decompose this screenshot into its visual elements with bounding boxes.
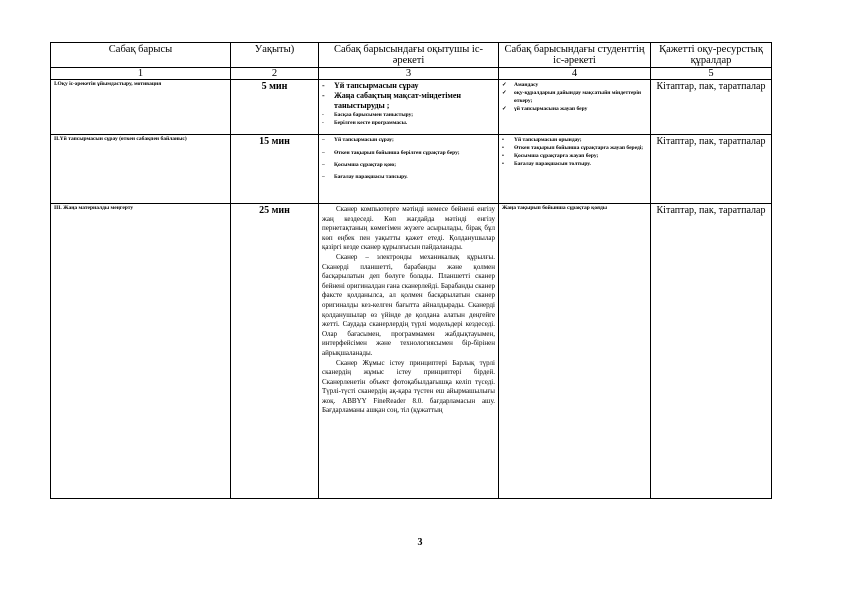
header-stage: Сабақ барысы <box>51 43 231 68</box>
dash-marker: – <box>322 137 325 143</box>
stage-cell: ІІ.Үй тапсырмасын сұрау (өткен сабақпен байланыс) <box>51 135 231 204</box>
list-item <box>502 136 647 144</box>
list-item-text: Бағалау парақшасы тапсыру. <box>334 174 408 180</box>
column-number-row <box>51 68 772 80</box>
col-number: 2 <box>231 68 319 80</box>
list-item <box>322 136 495 144</box>
time-cell: 5 мин <box>231 80 319 135</box>
time-cell: 25 мин <box>231 204 319 499</box>
resources-cell: Кітаптар, пак, таратпалар <box>651 204 772 499</box>
list-item-text: оқу-құралдарын дайындау мақсатыйн міндеттерін өткеру; <box>514 90 642 104</box>
resources-cell: Кітаптар, пак, таратпалар <box>651 135 772 204</box>
list-item-text: Үй тапсырмасын орындау; <box>514 137 582 143</box>
teacher-cell <box>319 204 499 499</box>
list-item-text: Өткен тақырып бойынша берілген сұрақтар беру; <box>334 150 460 156</box>
stage-cell: ІІІ. Жаңа материалды меңгерту <box>51 204 231 499</box>
col-number: 4 <box>499 68 651 80</box>
dash-marker: - <box>322 81 325 90</box>
resources-cell: Кітаптар, пак, таратпалар <box>651 80 772 135</box>
bullet-icon: • <box>502 145 504 151</box>
header-row <box>51 43 772 68</box>
list-item-text: Қосымша сұрақтарға жауап беру; <box>514 153 599 159</box>
col-number: 3 <box>319 68 499 80</box>
header-time: Уақыты) <box>231 43 319 68</box>
list-item-text: Үй тапсырмасын сұрау <box>334 81 419 90</box>
list-item <box>322 149 495 157</box>
list-item <box>322 111 495 119</box>
list-item <box>502 105 647 113</box>
teacher-cell <box>319 80 499 135</box>
bullet-icon: • <box>502 161 504 167</box>
page-number: 3 <box>417 537 423 548</box>
check-icon: ✓ <box>502 106 507 112</box>
list-item <box>502 152 647 160</box>
list-item <box>502 89 647 105</box>
bullet-icon: • <box>502 137 504 143</box>
list-item <box>502 81 647 89</box>
list-item <box>322 161 495 169</box>
list-item-text: Жаңа сабақтың мақсат-міндетімен таныстыруды ; <box>334 91 462 110</box>
student-cell: Жаңа тақырып бойынша сұрақтар қояды <box>499 204 651 499</box>
dash-marker: - <box>322 91 325 100</box>
check-icon: ✓ <box>502 82 507 88</box>
header-student: Сабақ барысындағы студенттің іс-әрекеті <box>499 43 651 68</box>
lesson-plan-table <box>50 42 772 499</box>
list-item-text: Өткен тақырып бойынша сұрақтарға жауап береді; <box>514 145 644 151</box>
student-cell <box>499 135 651 204</box>
col-number: 1 <box>51 68 231 80</box>
paragraph: Сканер компьютерге мәтінді немесе бейнені енгізу жаң кездеседі. Көп жағдайда мәтінді енгізу пернетақтаның көмегімен жүзеге асырылады, бірақ бұл көп еңбек пен уақытты қажет етеді. Қолданушылар қазіргі кезде сканер құрылғысын пайдаланады. <box>322 205 495 252</box>
list-item-text: Бағалау парақшасын толтыру. <box>514 161 591 167</box>
list-item <box>502 144 647 152</box>
list-item <box>322 81 495 91</box>
table-row <box>51 135 772 204</box>
dash-marker: – <box>322 150 325 156</box>
table-row <box>51 80 772 135</box>
header-resources: Қажетті оқу-ресурстық құралдар <box>651 43 772 68</box>
list-item <box>322 91 495 111</box>
teacher-cell <box>319 135 499 204</box>
list-item <box>322 119 495 127</box>
header-teacher: Сабақ барысындағы оқытушы іс-әрекеті <box>319 43 499 68</box>
dash-marker: – <box>322 174 325 180</box>
check-icon: ✓ <box>502 90 507 96</box>
list-item <box>322 173 495 181</box>
col-number: 5 <box>651 68 772 80</box>
list-item-text: үй тапсырмасына жауап беру <box>514 106 588 112</box>
dash-marker: - <box>322 112 324 118</box>
list-item-text: Үй тапсырмасын сұрау; <box>334 137 394 143</box>
list-item-text: Қосымша сұрақтар қою; <box>334 162 397 168</box>
list-item-text: Басқаа барысымен таныстыру; <box>334 112 414 118</box>
dash-marker: – <box>322 162 325 168</box>
paragraph: Сканер Жұмыс істеу принциптері Барлық түрлі сканердің жұмыс істеу принциптері бірдей. Сканерленетін объект фотоқабылдағышқа келіп түседі. Түрлі-түсті сканердің ақ-қара түстен еш айырмашылығы жоқ. ABBYY FineReader 8.0. бағдарламасын ашу. Бағдарламаны ашқан соң, тіл (құжаттың <box>322 358 495 415</box>
student-cell <box>499 80 651 135</box>
paragraph: Сканер – электронды механикалық құрылғы. Сканерді планшетті, барабанды және қолмен басқарылатын деп бөлуге болады. Планшетті сканер бейнені оригиналдан ғана сканерлейді. Барабанды сканер факсте қолданылса, ал қолмен басқарылатын сканер оригиналды кез-келген бағытта айналдырады. Сканерді қолданушылар өз үйінде де қолдана алатын деңгейге жетті. Саудада сканерлердің түрлі модельдері кездеседі. Олар бағасымен, программамен жабдықтауымен, интерфейсімен және технологиясымен бір-бірінен айрықшаланады. <box>322 252 495 357</box>
list-item-text: Берілген кесте программасы. <box>334 120 408 126</box>
dash-marker: - <box>322 120 324 126</box>
time-cell: 15 мин <box>231 135 319 204</box>
stage-cell: І.Оқу іс-әрекетін ұйымдастыру, мотивация <box>51 80 231 135</box>
table-row <box>51 204 772 499</box>
list-item <box>502 160 647 168</box>
list-item-text: Амандасу <box>514 82 539 88</box>
bullet-icon: • <box>502 153 504 159</box>
